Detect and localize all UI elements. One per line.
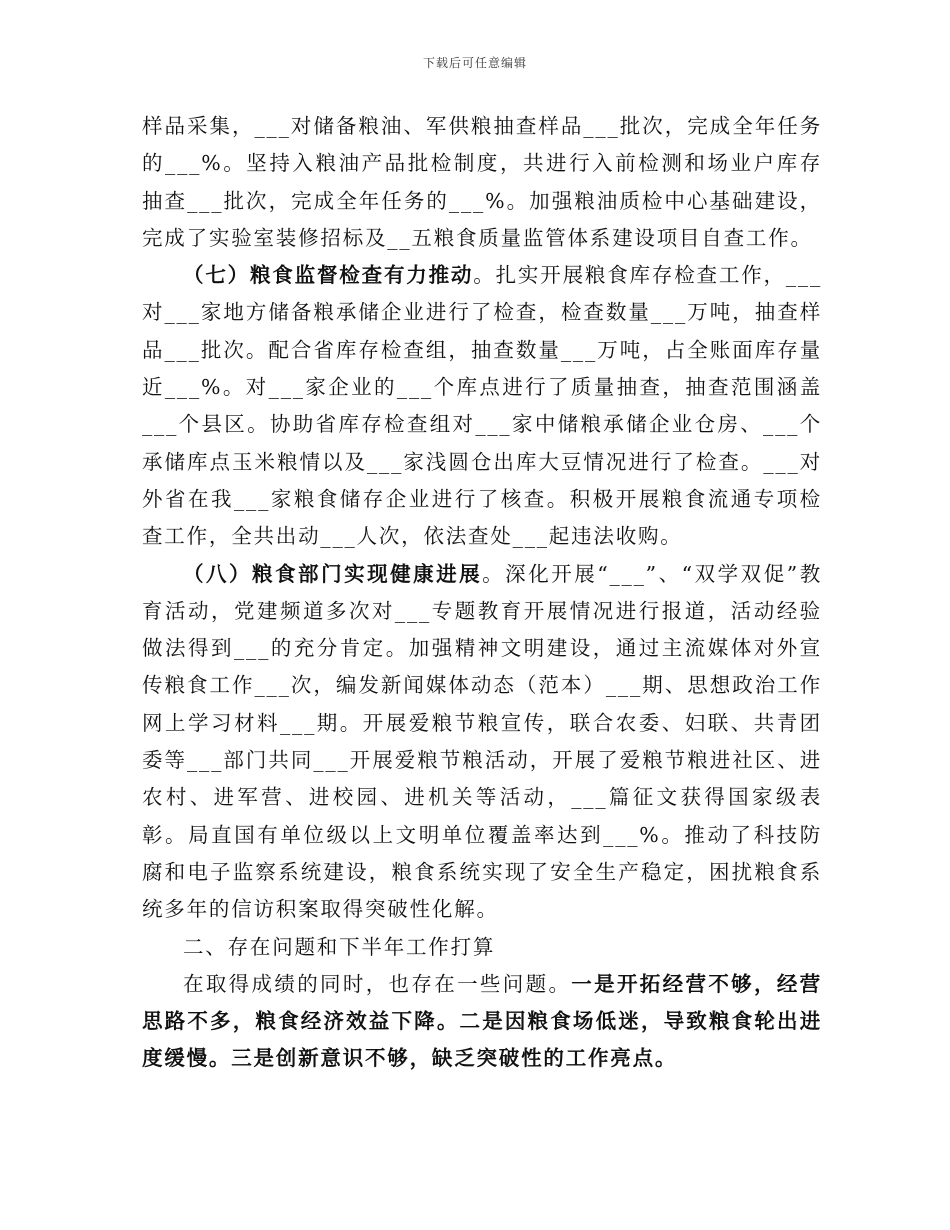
section-heading-problems-plans: 二、存在问题和下半年工作打算 — [183, 934, 496, 959]
paragraph-supervision-inspection-body: 。扎实开展粮食库存检查工作，___对___家地方储备粮承储企业进行了检查，检查数量___万吨，抽查样品___批次。配合省库存检查组，抽查数量___万吨，占全账面库存量近___%。对___家企业的___个库点进行了质量抽查，抽查范围涵盖___个县区。协助省库存检查组对___家中储粮承储企业仓房、___个承储库点玉米粮情以及___家浅圆仓出库大豆情况进行了检查。___对外省在我___家粮食储存企业进行了核查。积极开展粮食流通专项检查工作，全共出动___人次，依法查处___起违法收购。 — [142, 263, 822, 549]
paragraph-supervision-inspection — [142, 257, 822, 555]
subheading-department-development: （八）粮食部门实现健康进展 — [183, 561, 483, 586]
document-body — [142, 108, 822, 1078]
paragraph-department-development — [142, 556, 822, 929]
paragraph-problems-lead: 在取得成绩的同时，也存在一些问题。 — [183, 971, 572, 996]
subheading-supervision-inspection: （七）粮食监督检查有力推动 — [183, 263, 474, 288]
paragraph-department-development-body: 。深化开展“___”、“双学双促”教育活动，党建频道多次对___专题教育开展情况进行报道，活动经验做法得到___的充分肯定。加强精神文明建设，通过主流媒体对外宣传粮食工作___次，编发新闻媒体动态（范本）___期、思想政治工作网上学习材料___期。开展爱粮节粮宣传，联合农委、妇联、共青团委等___部门共同___开展爱粮节粮活动，开展了爱粮节粮进社区、进农村、进军营、进校园、进机关等活动，___篇征文获得国家级表彰。局直国有单位级以上文明单位覆盖率达到___%。推动了科技防腐和电子监察系统建设，粮食系统实现了安全生产稳定，困扰粮食系统多年的信访积案取得突破性化解。 — [142, 561, 822, 922]
paragraph-problems — [142, 966, 822, 1078]
paragraph-sample-collection: 样品采集，___对储备粮油、军供粮抽查样品___批次，完成全年任务的___%。坚持入粮油产品批检制度，共进行入前检测和场业户库存抽查___批次，完成全年任务的___%。加强粮油质检中心基础建设，完成了实验室装修招标及__五粮食质量监管体系建设项目自查工作。 — [142, 114, 822, 250]
header-note: 下载后可任意编辑 — [422, 56, 527, 70]
paragraph-problems-list: 一是开拓经营不够，经营思路不多，粮食经济效益下降。二是因粮食场低迷，导致粮食轮出进度缓慢。三是创新意识不够，缺乏突破性的工作亮点。 — [142, 971, 822, 1071]
